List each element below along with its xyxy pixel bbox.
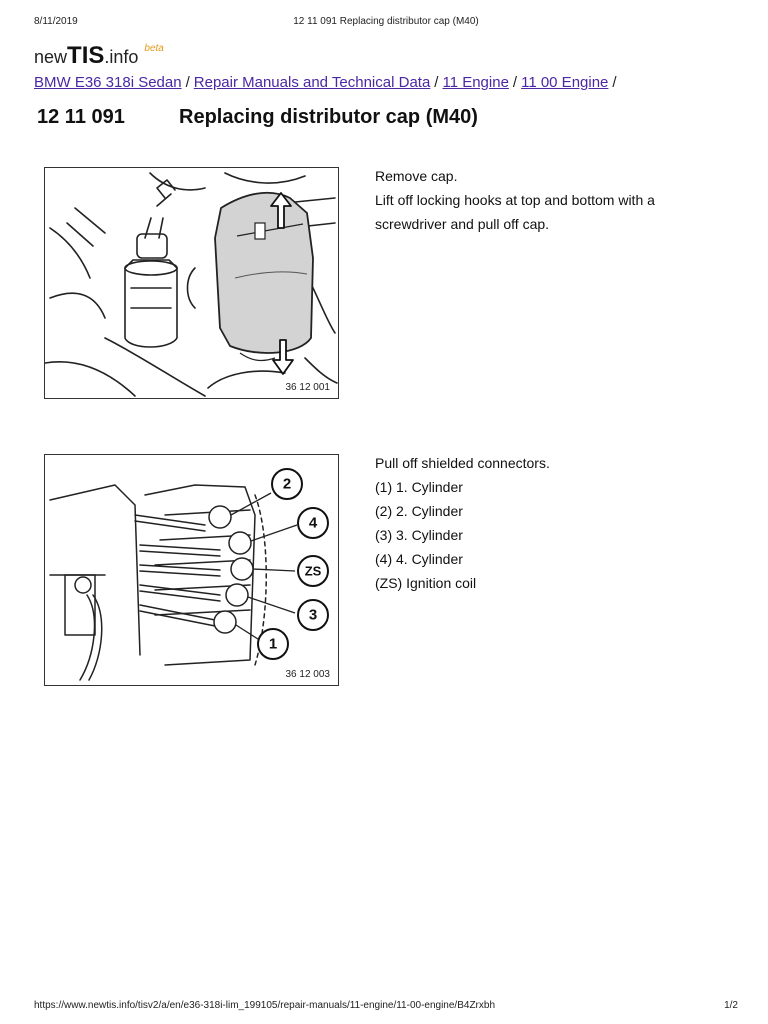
instruction-line: Pull off shielded connectors.	[375, 455, 550, 471]
print-header	[34, 16, 738, 30]
instruction-line: Remove cap.	[375, 168, 458, 184]
breadcrumb-link-repair-manuals[interactable]: Repair Manuals and Technical Data	[193, 74, 431, 91]
breadcrumb-link-vehicle[interactable]: BMW E36 318i Sedan	[34, 74, 182, 91]
print-footer	[34, 1000, 738, 1014]
beta-badge: beta	[144, 43, 164, 54]
step-2-instructions	[375, 451, 725, 595]
shielded-connectors-drawing	[45, 455, 338, 685]
callout-label: 1	[268, 635, 278, 653]
legend-item: (2) 2. Cylinder	[375, 503, 463, 519]
callout-label: ZS	[304, 563, 322, 579]
breadcrumb-separator: /	[612, 74, 617, 91]
logo-suffix: .info	[104, 47, 139, 67]
breadcrumb-separator: /	[512, 74, 518, 91]
page-url: https://www.newtis.info/tisv2/a/en/e36-318i-lim_199105/repair-manuals/11-engine/11-00-engine/B4Zrxbh	[34, 1000, 496, 1011]
breadcrumb-separator: /	[185, 74, 190, 91]
page-title	[37, 106, 478, 129]
callout-label: 2	[282, 475, 292, 493]
procedure-title: Replacing distributor cap (M40)	[179, 106, 478, 128]
breadcrumb-separator: /	[434, 74, 439, 91]
step-1-instructions	[375, 164, 725, 236]
breadcrumb-link-11-engine[interactable]: 11 Engine	[442, 74, 509, 91]
figure-reference: 36 12 003	[285, 669, 330, 680]
figure-shielded-connectors	[44, 454, 339, 686]
print-date: 8/11/2019	[34, 16, 78, 27]
print-title: 12 11 091 Replacing distributor cap (M40)	[293, 16, 479, 27]
breadcrumb	[34, 74, 621, 91]
legend-item: (3) 3. Cylinder	[375, 527, 463, 543]
site-logo[interactable]	[34, 42, 164, 70]
legend-item: (4) 4. Cylinder	[375, 551, 463, 567]
figure-reference: 36 12 001	[285, 382, 330, 393]
distributor-cap-drawing	[45, 168, 338, 398]
logo-prefix: new	[34, 47, 68, 67]
figure-distributor-cap	[44, 167, 339, 399]
procedure-code: 12 11 091	[37, 106, 125, 128]
callout-label: 4	[308, 514, 318, 532]
legend-item: (ZS) Ignition coil	[375, 575, 477, 591]
page-number: 1/2	[724, 1000, 738, 1011]
legend-item: (1) 1. Cylinder	[375, 479, 463, 495]
instruction-line: Lift off locking hooks at top and bottom with a screwdriver and pull off cap.	[375, 192, 655, 232]
callout-label: 3	[308, 606, 318, 624]
logo-bold: TIS	[67, 42, 105, 69]
breadcrumb-link-11-00-engine[interactable]: 11 00 Engine	[521, 74, 609, 91]
